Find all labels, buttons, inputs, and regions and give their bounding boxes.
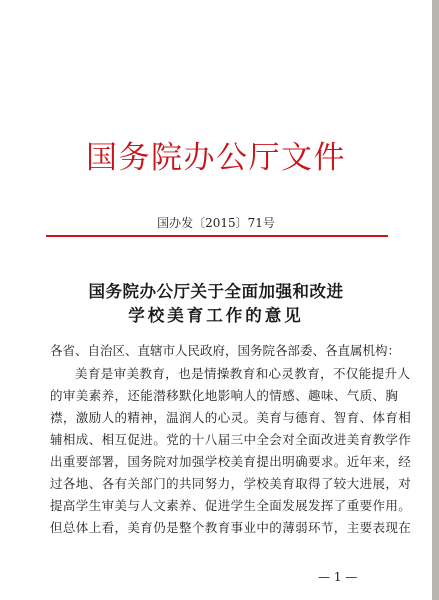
masthead-title: 国务院办公厅文件	[86, 140, 346, 176]
page-edge-shadow	[432, 0, 439, 600]
body-line: 襟，激励人的精神，温润人的心灵。美育与德育、智育、体育相	[50, 410, 412, 425]
body-line: 提高学生审美与人文素养、促进学生全面发展发挥了重要作用。	[50, 498, 412, 513]
salutation: 各省、自治区、直辖市人民政府，国务院各部委、各直属机构：	[50, 343, 401, 358]
page-number: — 1 —	[318, 570, 358, 584]
document-number: 国办发〔2015〕71号	[157, 216, 275, 230]
document-title-line-2: 学校美育工作的意见	[128, 306, 304, 325]
body-line: 但总体上看，美育仍是整个教育事业中的薄弱环节，主要表现在	[50, 520, 412, 535]
body-line: 辅相成、相互促进。党的十八届三中全会对全面改进美育教学作	[50, 432, 412, 447]
body-line: 出重要部署，国务院对加强学校美育提出明确要求。近年来，经	[50, 454, 412, 469]
body-line: 的审美素养，还能潜移默化地影响人的情感、趣味、气质、胸	[50, 388, 399, 403]
body-line: 美育是审美教育，也是情操教育和心灵教育，不仅能提升人	[75, 366, 411, 381]
document-title-line-1: 国务院办公厅关于全面加强和改进	[88, 282, 344, 301]
body-line: 过各地、各有关部门的共同努力，学校美育取得了较大进展，对	[50, 476, 412, 491]
red-divider-rule	[46, 235, 388, 237]
